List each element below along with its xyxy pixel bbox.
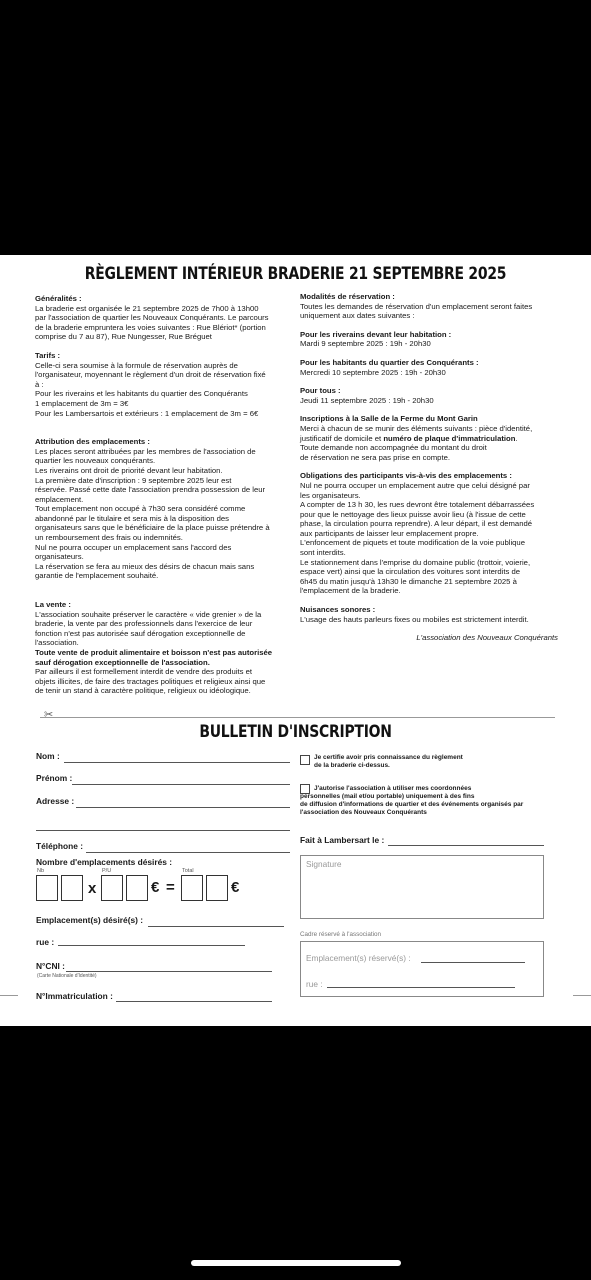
fait-label: Fait à Lambersart le : — [300, 835, 385, 845]
empl-reserve-label: Emplacement(s) réservé(s) : — [306, 953, 411, 963]
text-fragment: justificatif de domicile et — [300, 433, 384, 443]
text-line: aux participants de laisser leur emplacement propre. — [300, 528, 479, 538]
section-modalites — [300, 292, 558, 321]
authorize-text — [314, 785, 471, 793]
text-line: Les places seront attribuées par les membres de l'association de — [35, 446, 256, 456]
section-attribution — [35, 437, 287, 581]
rue2-label: rue : — [306, 979, 323, 989]
section-inscriptions — [300, 414, 558, 462]
empl-reserve-field[interactable] — [421, 962, 525, 963]
right-column — [300, 292, 558, 652]
text-line: réservée. Passé cette date l'association prendra possession de leur — [35, 485, 266, 495]
text-line-bold: sauf dérogation exceptionnelle de l'association. — [35, 657, 210, 667]
generalites-heading: Généralités : — [35, 294, 82, 303]
text-line: Merci à chacun de se munir des éléments suivants : pièce d'identité, — [300, 423, 533, 433]
regulation-sheet — [0, 255, 591, 1026]
inscriptions-heading: Inscriptions à la Salle de la Ferme du Mont Garin — [300, 414, 478, 424]
section-obligations — [300, 471, 558, 596]
habitants-heading: Pour les habitants du quartier des Conquérants : — [300, 357, 479, 367]
text-line: l'association des Nouveaux Conquérants — [300, 809, 427, 816]
cadre-label: Cadre réservé à l'association — [300, 931, 382, 938]
pu-box-1[interactable] — [101, 875, 123, 901]
prenom-label: Prénom : — [36, 773, 73, 783]
section-tarifs — [35, 351, 287, 418]
text-line: organisateurs sans que le bénéficiaire de la place puisse prétendre à — [35, 523, 270, 533]
text-line: objets illicites, de faire des tractages politiques et religieux ainsi que — [35, 676, 266, 686]
cut-line — [40, 717, 555, 718]
text-fragment: . — [515, 433, 518, 443]
euro-sign: € — [151, 879, 160, 896]
emplacement-field[interactable] — [148, 926, 284, 927]
text-line: A compter de 13 h 30, les rues devront être totalement débarrassées — [300, 500, 535, 510]
association-signature: L'association des Nouveaux Conquérants — [416, 633, 558, 643]
nb-box-2[interactable] — [61, 875, 83, 901]
total-box-2[interactable] — [206, 875, 228, 901]
euro-sign: € — [231, 879, 240, 896]
nom-field[interactable] — [64, 762, 290, 763]
cni-label: N°CNI : — [36, 961, 65, 971]
attribution-heading: Attribution des emplacements : — [35, 437, 150, 447]
multiply-sign: x — [88, 880, 97, 897]
text-line: Mercredi 10 septembre 2025 : 19h - 20h30 — [300, 367, 446, 377]
text-line: espace vert) ainsi que la circulation des voitures sont interdits de — [300, 567, 521, 577]
text-line: 1 emplacement de 3m = 3€ — [35, 398, 129, 408]
text-line: fonction n'est pas autorisée sauf dérogation exceptionnelle de — [35, 628, 246, 638]
text-line: pour que le nettoyage des lieux puisse avoir lieu (à l'issue de cette — [300, 509, 526, 519]
text-line: Le stationnement dans l'emprise du domaine public (trottoir, voierie, — [300, 557, 531, 567]
text-line: l'association. — [35, 638, 79, 648]
signature-box[interactable] — [300, 855, 544, 919]
text-line: Mardi 9 septembre 2025 : 19h - 20h30 — [300, 339, 431, 349]
text-line: J'autorise l'association à utiliser mes coordonnées — [314, 785, 472, 792]
association-box — [300, 941, 544, 997]
text-line: Nul ne pourra occuper un emplacement sans l'accord des — [35, 542, 232, 552]
text-line: Pour les Lambersartois et extérieurs : 1 emplacement de 3m = 6€ — [35, 408, 259, 418]
section-vente — [35, 600, 287, 696]
text-line: l'emplacement de la braderie. — [300, 586, 401, 596]
section-riverains — [300, 330, 558, 349]
text-line: garantie de l'emplacement souhaité. — [35, 571, 159, 581]
prenom-field[interactable] — [72, 784, 290, 785]
text-line: quartier les nouveaux conquérants. — [35, 456, 156, 466]
text-line: braderie, la vente par des professionnels dans l'exercice de leur — [35, 619, 253, 629]
pu-label: P/U — [102, 868, 112, 874]
text-line: La réservation se fera au mieux des désirs de chacun mais sans — [35, 561, 255, 571]
text-line: Je certifie avoir pris connaissance du règlement — [314, 754, 463, 761]
certify-text — [314, 754, 463, 770]
text-line: l'organisateur, moyennant le règlement d'un droit de réservation fixé — [35, 370, 266, 380]
vente-heading: La vente : — [35, 600, 71, 610]
text-fragment-bold: numéro de plaque d'immatriculation — [383, 433, 516, 443]
text-line: Les riverains ont droit de priorité devant leur habitation. — [35, 465, 223, 475]
text-line: de réservation ne sera pas prise en compte. — [300, 452, 450, 462]
text-line: de tenir un stand à caractère politique, religieux ou idéologique. — [35, 686, 251, 696]
text-line: personnelles (mail et/ou portable) uniquement à des fins — [300, 793, 475, 800]
rue-field[interactable] — [58, 945, 245, 946]
riverains-heading: Pour les riverains devant leur habitation : — [300, 329, 452, 339]
text-line: les organisateurs. — [300, 490, 361, 500]
text-line: Jeudi 11 septembre 2025 : 19h - 20h30 — [300, 395, 434, 405]
nom-label: Nom : — [36, 751, 60, 761]
text-line: La première date d'inscription : 9 septembre 2025 leur est — [35, 475, 232, 485]
emplacement-label: Emplacement(s) désiré(s) : — [36, 915, 144, 925]
text-line: sont interdits. — [300, 548, 346, 558]
pu-box-2[interactable] — [126, 875, 148, 901]
rue-label: rue : — [36, 937, 55, 947]
adresse-field[interactable] — [76, 807, 290, 808]
text-line: L'association souhaite préserver le caractère « vide grenier » de la — [35, 609, 262, 619]
text-line: de la braderie empruntera les voies suivantes : Rue Blériot* (portion — [35, 322, 266, 332]
immatriculation-field[interactable] — [116, 1001, 272, 1002]
page-title: RÈGLEMENT INTÉRIEUR BRADERIE 21 SEPTEMBRE 2025 — [84, 264, 507, 284]
text-line: Pour les riverains et les habitants du quartier des Conquérants — [35, 389, 248, 399]
rue2-field[interactable] — [327, 987, 515, 988]
text-line-bold: Toute vente de produit alimentaire et boisson n'est pas autorisée — [35, 648, 273, 657]
text-line: uniquement aux dates suivantes : — [300, 311, 415, 321]
nb-box-1[interactable] — [36, 875, 58, 901]
telephone-field[interactable] — [86, 852, 290, 853]
text-line: Par ailleurs il est formellement interdit de vendre des produits et — [35, 667, 253, 677]
text-line: de la braderie ci-dessus. — [314, 762, 390, 769]
signature-placeholder: Signature — [306, 859, 342, 869]
total-label: Total — [182, 868, 194, 874]
cni-note: (Carte Nationale d'Identité) — [37, 973, 97, 979]
nombre-label: Nombre d'emplacements désirés : — [36, 857, 173, 867]
immatriculation-label: N°Immatriculation : — [36, 991, 113, 1001]
section-habitants — [300, 358, 558, 377]
section-generalites — [35, 294, 287, 342]
modalites-heading: Modalités de réservation : — [300, 292, 395, 301]
edge-mark-left — [0, 995, 18, 996]
left-column — [35, 294, 287, 705]
scissors-icon: ✂ — [44, 709, 54, 721]
text-line: 6h45 du matin jusqu'à 13h30 le dimanche 21 septembre 2025 à — [300, 576, 517, 586]
text-line: L'usage des hauts parleurs fixes ou mobiles est strictement interdit. — [300, 614, 529, 624]
section-nuisances — [300, 605, 558, 624]
adresse-label: Adresse : — [36, 796, 75, 806]
adresse-field-2[interactable] — [36, 830, 290, 831]
total-box-1[interactable] — [181, 875, 203, 901]
telephone-label: Téléphone : — [36, 841, 83, 851]
text-line: Toutes les demandes de réservation d'un emplacement seront faites — [300, 301, 533, 311]
cni-field[interactable] — [66, 971, 272, 972]
tous-heading: Pour tous : — [300, 386, 341, 396]
section-tous — [300, 386, 558, 405]
text-line: phase, la circulation pourra reprendre). A leur départ, il est demandé — [300, 519, 533, 529]
text-line: de diffusion d'informations de quartier et des événements organisés par — [300, 801, 524, 808]
bulletin-title: BULLETIN D'INSCRIPTION — [199, 722, 392, 742]
nuisances-heading: Nuisances sonores : — [300, 605, 376, 615]
text-line: Toute demande non accompagnée du montant du droit — [300, 443, 487, 453]
obligations-heading: Obligations des participants vis-à-vis des emplacements : — [300, 471, 512, 481]
fait-field[interactable] — [388, 845, 544, 846]
text-line: organisateurs. — [35, 552, 84, 562]
home-indicator[interactable] — [191, 1260, 401, 1266]
text-line: abandonné par le titulaire et sera mis à la disposition des — [35, 513, 230, 523]
tarifs-heading: Tarifs : — [35, 350, 61, 360]
text-line: par l'association de quartier les Nouveaux Conquérants. Le parcours — [35, 313, 269, 323]
text-line: Celle-ci sera soumise à la formule de réservation auprès de — [35, 360, 238, 370]
equals-sign: = — [166, 879, 175, 896]
text-line: un remboursement des frais ou indemnités. — [35, 533, 183, 543]
text-line — [300, 434, 558, 444]
text-line: La braderie est organisée le 21 septembre 2025 de 7h00 à 13h00 — [35, 303, 259, 313]
authorize-text-cont — [300, 793, 550, 817]
edge-mark-right — [573, 995, 591, 996]
text-line: Nul ne pourra occuper un emplacement autre que celui désigné par — [300, 480, 530, 490]
text-line: Tout emplacement non occupé à 7h30 sera considéré comme — [35, 504, 246, 514]
text-line: L'enfoncement de piquets et toute modification de la voie publique — [300, 538, 525, 548]
nb-label: Nb — [37, 868, 45, 874]
text-line: à : — [35, 379, 44, 389]
text-line: emplacement. — [35, 494, 84, 504]
certify-checkbox[interactable] — [300, 755, 310, 765]
text-line: comprise du 7 au 87), Rue Nungesser, Rue Bréguet — [35, 332, 212, 342]
